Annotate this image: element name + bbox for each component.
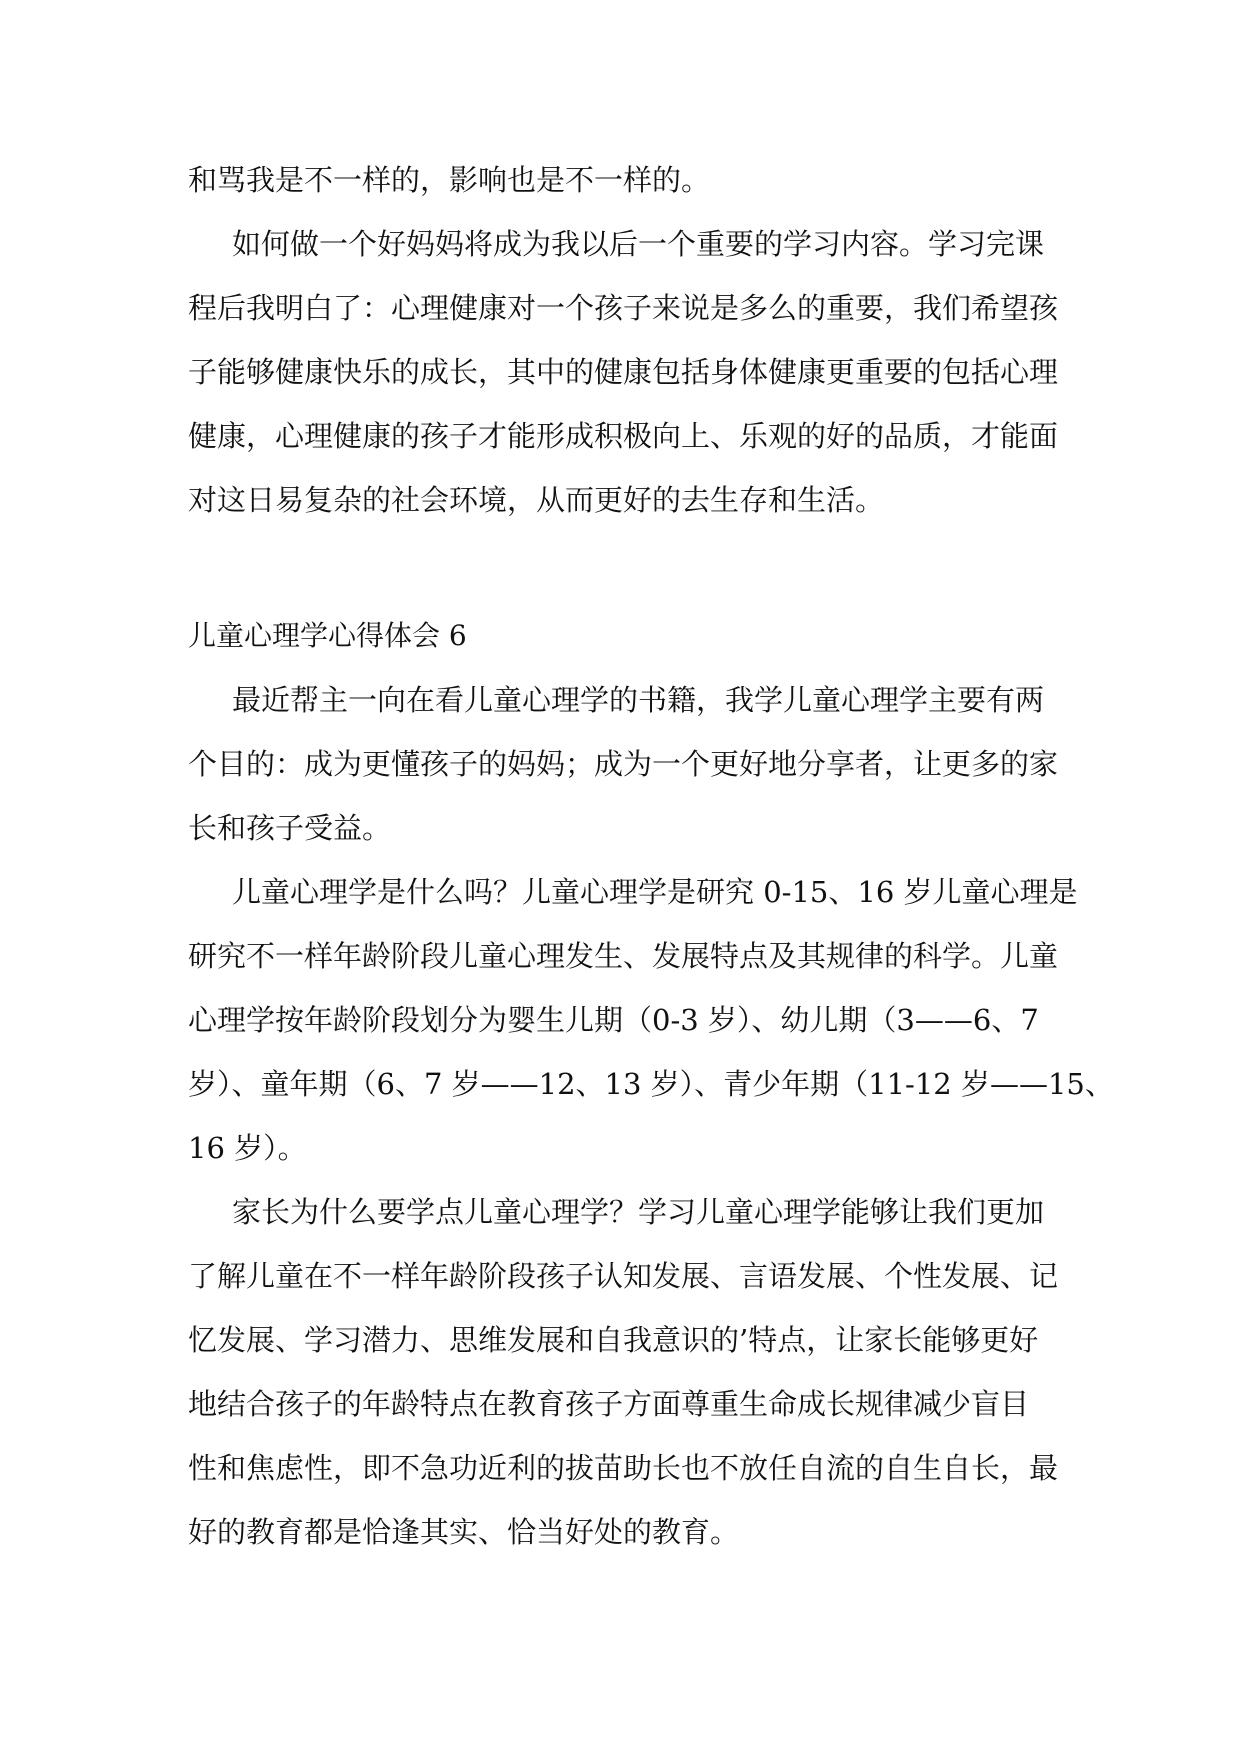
text-line: 长和孩子受益。: [188, 811, 392, 845]
text-line: 最近帮主一向在看儿童心理学的书籍，我学儿童心理学主要有两: [232, 683, 1045, 717]
text-line: 研究不一样年龄阶段儿童心理发生、发展特点及其规律的科学。儿童: [188, 939, 1059, 973]
text-line: 如何做一个好妈妈将成为我以后一个重要的学习内容。学习完课: [232, 227, 1045, 261]
text-line: 了解儿童在不一样年龄阶段孩子认知发展、言语发展、个性发展、记: [188, 1259, 1059, 1293]
text-line: 儿童心理学是什么吗？儿童心理学是研究 0-15、16 岁儿童心理是: [232, 875, 1078, 909]
section-heading: 儿童心理学心得体会 6: [188, 619, 467, 652]
text-line: 对这日易复杂的社会环境，从而更好的去生存和生活。: [188, 483, 885, 517]
text-line: 16 岁）。: [188, 1131, 307, 1165]
text-line: 忆发展、学习潜力、思维发展和自我意识的’特点，让家长能够更好: [188, 1323, 1039, 1357]
text-line: 个目的：成为更懂孩子的妈妈；成为一个更好地分享者，让更多的家: [188, 747, 1059, 781]
text-line: 好的教育都是恰逢其实、恰当好处的教育。: [188, 1515, 740, 1549]
text-line: 家长为什么要学点儿童心理学？学习儿童心理学能够让我们更加: [232, 1195, 1045, 1229]
text-line: 心理学按年龄阶段划分为婴生儿期（0-3 岁）、幼儿期（3——6、7: [188, 1003, 1039, 1037]
text-line: 健康，心理健康的孩子才能形成积极向上、乐观的好的品质，才能面: [188, 419, 1059, 453]
text-line: 性和焦虑性，即不急功近利的拔苗助长也不放任自流的自生自长，最: [188, 1451, 1059, 1485]
text-line: 程后我明白了：心理健康对一个孩子来说是多么的重要，我们希望孩: [188, 291, 1059, 325]
text-line: 地结合孩子的年龄特点在教育孩子方面尊重生命成长规律减少盲目: [188, 1387, 1030, 1421]
text-line: 岁）、童年期（6、7 岁——12、13 岁）、青少年期（11-12 岁——15、: [188, 1067, 1114, 1101]
text-line: 和骂我是不一样的，影响也是不一样的。: [188, 163, 711, 197]
text-line: 子能够健康快乐的成长，其中的健康包括身体健康更重要的包括心理: [188, 355, 1059, 389]
